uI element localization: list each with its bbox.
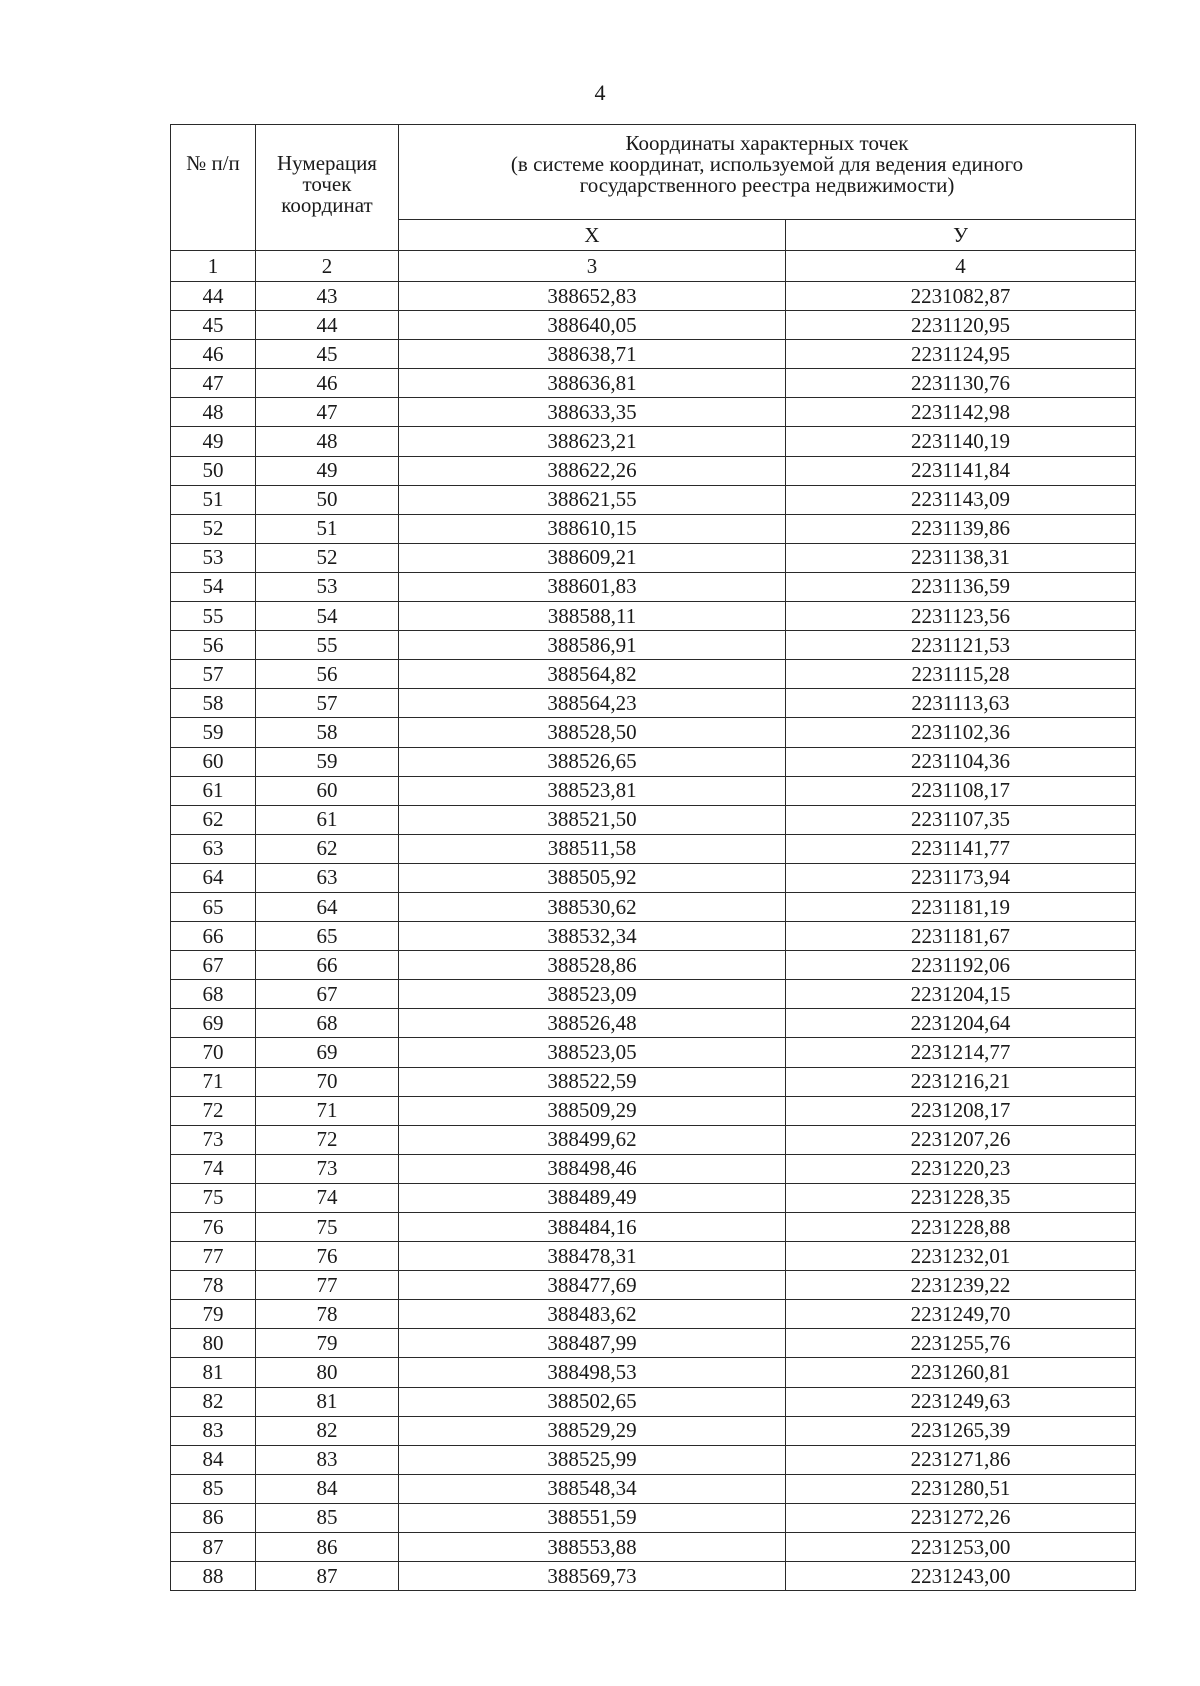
table-row xyxy=(171,689,1136,718)
cell-point-number: 53 xyxy=(256,572,399,601)
header-y: У xyxy=(786,220,1136,251)
table-row xyxy=(171,631,1136,660)
header-coordinates-line3: государственного реестра недвижимости) xyxy=(579,173,955,197)
cell-point-number: 81 xyxy=(256,1387,399,1416)
cell-x: 388553,88 xyxy=(399,1533,786,1562)
cell-x: 388523,81 xyxy=(399,776,786,805)
cell-row-number: 87 xyxy=(171,1533,256,1562)
cell-row-number: 80 xyxy=(171,1329,256,1358)
cell-y: 2231123,56 xyxy=(786,602,1136,631)
cell-row-number: 48 xyxy=(171,398,256,427)
table-row xyxy=(171,1213,1136,1242)
cell-row-number: 65 xyxy=(171,892,256,921)
table-row xyxy=(171,1416,1136,1445)
cell-row-number: 45 xyxy=(171,311,256,340)
cell-y: 2231181,19 xyxy=(786,892,1136,921)
cell-y: 2231204,64 xyxy=(786,1009,1136,1038)
table-row xyxy=(171,572,1136,601)
page-number: 4 xyxy=(594,80,606,105)
cell-row-number: 81 xyxy=(171,1358,256,1387)
cell-row-number: 69 xyxy=(171,1009,256,1038)
table-row xyxy=(171,1503,1136,1532)
header-x: Х xyxy=(399,220,786,251)
cell-point-number: 59 xyxy=(256,747,399,776)
cell-x: 388623,21 xyxy=(399,427,786,456)
header-row-number: № п/п xyxy=(171,125,256,251)
cell-row-number: 49 xyxy=(171,427,256,456)
table-row xyxy=(171,1096,1136,1125)
cell-x: 388489,49 xyxy=(399,1183,786,1212)
header-colnum-4: 4 xyxy=(786,251,1136,282)
cell-point-number: 45 xyxy=(256,340,399,369)
cell-point-number: 71 xyxy=(256,1096,399,1125)
cell-point-number: 77 xyxy=(256,1271,399,1300)
cell-row-number: 52 xyxy=(171,514,256,543)
cell-x: 388528,50 xyxy=(399,718,786,747)
cell-x: 388601,83 xyxy=(399,572,786,601)
cell-y: 2231272,26 xyxy=(786,1503,1136,1532)
cell-y: 2231243,00 xyxy=(786,1562,1136,1591)
table-row xyxy=(171,1329,1136,1358)
cell-point-number: 48 xyxy=(256,427,399,456)
cell-y: 2231239,22 xyxy=(786,1271,1136,1300)
cell-row-number: 47 xyxy=(171,369,256,398)
cell-y: 2231121,53 xyxy=(786,631,1136,660)
cell-row-number: 57 xyxy=(171,660,256,689)
cell-point-number: 63 xyxy=(256,863,399,892)
cell-x: 388638,71 xyxy=(399,340,786,369)
cell-x: 388633,35 xyxy=(399,398,786,427)
cell-x: 388498,46 xyxy=(399,1154,786,1183)
cell-x: 388478,31 xyxy=(399,1242,786,1271)
cell-x: 388548,34 xyxy=(399,1474,786,1503)
cell-y: 2231249,70 xyxy=(786,1300,1136,1329)
cell-point-number: 46 xyxy=(256,369,399,398)
table-row xyxy=(171,340,1136,369)
cell-point-number: 72 xyxy=(256,1125,399,1154)
cell-y: 2231130,76 xyxy=(786,369,1136,398)
cell-y: 2231228,88 xyxy=(786,1213,1136,1242)
cell-point-number: 43 xyxy=(256,282,399,311)
header-colnum-3: 3 xyxy=(399,251,786,282)
cell-y: 2231104,36 xyxy=(786,747,1136,776)
cell-x: 388530,62 xyxy=(399,892,786,921)
cell-point-number: 84 xyxy=(256,1474,399,1503)
cell-x: 388487,99 xyxy=(399,1329,786,1358)
cell-y: 2231249,63 xyxy=(786,1387,1136,1416)
cell-y: 2231216,21 xyxy=(786,1067,1136,1096)
cell-row-number: 44 xyxy=(171,282,256,311)
cell-y: 2231207,26 xyxy=(786,1125,1136,1154)
cell-x: 388564,82 xyxy=(399,660,786,689)
cell-y: 2231141,77 xyxy=(786,834,1136,863)
cell-row-number: 55 xyxy=(171,602,256,631)
cell-x: 388532,34 xyxy=(399,922,786,951)
cell-row-number: 60 xyxy=(171,747,256,776)
cell-y: 2231232,01 xyxy=(786,1242,1136,1271)
cell-row-number: 50 xyxy=(171,456,256,485)
cell-point-number: 47 xyxy=(256,398,399,427)
cell-point-number: 54 xyxy=(256,602,399,631)
cell-x: 388636,81 xyxy=(399,369,786,398)
cell-y: 2231102,36 xyxy=(786,718,1136,747)
cell-row-number: 51 xyxy=(171,485,256,514)
table-header xyxy=(171,125,1136,282)
cell-row-number: 78 xyxy=(171,1271,256,1300)
cell-row-number: 71 xyxy=(171,1067,256,1096)
table-row xyxy=(171,951,1136,980)
cell-row-number: 58 xyxy=(171,689,256,718)
cell-y: 2231082,87 xyxy=(786,282,1136,311)
cell-y: 2231136,59 xyxy=(786,572,1136,601)
cell-row-number: 85 xyxy=(171,1474,256,1503)
cell-row-number: 74 xyxy=(171,1154,256,1183)
cell-row-number: 72 xyxy=(171,1096,256,1125)
cell-point-number: 75 xyxy=(256,1213,399,1242)
cell-x: 388526,48 xyxy=(399,1009,786,1038)
cell-x: 388484,16 xyxy=(399,1213,786,1242)
cell-point-number: 49 xyxy=(256,456,399,485)
cell-row-number: 76 xyxy=(171,1213,256,1242)
table-row xyxy=(171,776,1136,805)
cell-y: 2231253,00 xyxy=(786,1533,1136,1562)
cell-point-number: 56 xyxy=(256,660,399,689)
cell-x: 388529,29 xyxy=(399,1416,786,1445)
cell-y: 2231113,63 xyxy=(786,689,1136,718)
cell-point-number: 55 xyxy=(256,631,399,660)
table-row xyxy=(171,892,1136,921)
cell-point-number: 51 xyxy=(256,514,399,543)
cell-x: 388586,91 xyxy=(399,631,786,660)
header-colnum-2: 2 xyxy=(256,251,399,282)
cell-y: 2231108,17 xyxy=(786,776,1136,805)
cell-x: 388483,62 xyxy=(399,1300,786,1329)
cell-y: 2231141,84 xyxy=(786,456,1136,485)
table-row xyxy=(171,1474,1136,1503)
cell-point-number: 86 xyxy=(256,1533,399,1562)
table-row xyxy=(171,747,1136,776)
cell-x: 388609,21 xyxy=(399,543,786,572)
table-row xyxy=(171,1183,1136,1212)
cell-row-number: 73 xyxy=(171,1125,256,1154)
table-row xyxy=(171,602,1136,631)
cell-row-number: 86 xyxy=(171,1503,256,1532)
cell-point-number: 62 xyxy=(256,834,399,863)
cell-row-number: 56 xyxy=(171,631,256,660)
cell-row-number: 88 xyxy=(171,1562,256,1591)
cell-x: 388521,50 xyxy=(399,805,786,834)
table-row xyxy=(171,980,1136,1009)
cell-y: 2231142,98 xyxy=(786,398,1136,427)
cell-y: 2231280,51 xyxy=(786,1474,1136,1503)
header-point-numbering: Нумерация точек координат xyxy=(256,125,399,251)
cell-y: 2231228,35 xyxy=(786,1183,1136,1212)
cell-point-number: 58 xyxy=(256,718,399,747)
table-row xyxy=(171,1242,1136,1271)
cell-y: 2231214,77 xyxy=(786,1038,1136,1067)
cell-point-number: 61 xyxy=(256,805,399,834)
cell-point-number: 68 xyxy=(256,1009,399,1038)
cell-point-number: 82 xyxy=(256,1416,399,1445)
cell-x: 388569,73 xyxy=(399,1562,786,1591)
cell-point-number: 78 xyxy=(256,1300,399,1329)
header-coordinates-line1: Координаты характерных точек xyxy=(625,131,909,155)
cell-y: 2231265,39 xyxy=(786,1416,1136,1445)
cell-row-number: 79 xyxy=(171,1300,256,1329)
cell-row-number: 61 xyxy=(171,776,256,805)
cell-y: 2231115,28 xyxy=(786,660,1136,689)
cell-row-number: 83 xyxy=(171,1416,256,1445)
cell-y: 2231120,95 xyxy=(786,311,1136,340)
cell-point-number: 74 xyxy=(256,1183,399,1212)
cell-x: 388525,99 xyxy=(399,1445,786,1474)
cell-x: 388499,62 xyxy=(399,1125,786,1154)
cell-y: 2231204,15 xyxy=(786,980,1136,1009)
cell-row-number: 64 xyxy=(171,863,256,892)
table-row xyxy=(171,1387,1136,1416)
cell-y: 2231260,81 xyxy=(786,1358,1136,1387)
cell-row-number: 54 xyxy=(171,572,256,601)
table-row xyxy=(171,1533,1136,1562)
header-coordinates-title xyxy=(399,125,1136,220)
table-row xyxy=(171,311,1136,340)
cell-row-number: 75 xyxy=(171,1183,256,1212)
cell-point-number: 50 xyxy=(256,485,399,514)
cell-row-number: 70 xyxy=(171,1038,256,1067)
cell-x: 388511,58 xyxy=(399,834,786,863)
cell-row-number: 67 xyxy=(171,951,256,980)
cell-y: 2231173,94 xyxy=(786,863,1136,892)
cell-y: 2231208,17 xyxy=(786,1096,1136,1125)
table-row xyxy=(171,369,1136,398)
cell-row-number: 63 xyxy=(171,834,256,863)
table-row xyxy=(171,805,1136,834)
cell-x: 388509,29 xyxy=(399,1096,786,1125)
cell-y: 2231220,23 xyxy=(786,1154,1136,1183)
table-row xyxy=(171,1358,1136,1387)
table-row xyxy=(171,1125,1136,1154)
coordinates-table xyxy=(170,124,1136,1591)
cell-point-number: 87 xyxy=(256,1562,399,1591)
table-row xyxy=(171,1562,1136,1591)
cell-point-number: 57 xyxy=(256,689,399,718)
table-row xyxy=(171,1300,1136,1329)
cell-point-number: 67 xyxy=(256,980,399,1009)
cell-x: 388551,59 xyxy=(399,1503,786,1532)
cell-row-number: 46 xyxy=(171,340,256,369)
cell-x: 388523,09 xyxy=(399,980,786,1009)
cell-x: 388564,23 xyxy=(399,689,786,718)
cell-row-number: 77 xyxy=(171,1242,256,1271)
cell-point-number: 85 xyxy=(256,1503,399,1532)
table-row xyxy=(171,282,1136,311)
cell-point-number: 73 xyxy=(256,1154,399,1183)
cell-y: 2231271,86 xyxy=(786,1445,1136,1474)
cell-y: 2231143,09 xyxy=(786,485,1136,514)
table-row xyxy=(171,1445,1136,1474)
cell-y: 2231138,31 xyxy=(786,543,1136,572)
cell-row-number: 59 xyxy=(171,718,256,747)
cell-y: 2231139,86 xyxy=(786,514,1136,543)
cell-row-number: 68 xyxy=(171,980,256,1009)
table-row xyxy=(171,1154,1136,1183)
cell-x: 388498,53 xyxy=(399,1358,786,1387)
table-row xyxy=(171,485,1136,514)
cell-x: 388588,11 xyxy=(399,602,786,631)
cell-point-number: 83 xyxy=(256,1445,399,1474)
cell-x: 388528,86 xyxy=(399,951,786,980)
cell-point-number: 76 xyxy=(256,1242,399,1271)
cell-x: 388505,92 xyxy=(399,863,786,892)
cell-point-number: 80 xyxy=(256,1358,399,1387)
cell-row-number: 62 xyxy=(171,805,256,834)
table-row xyxy=(171,660,1136,689)
cell-row-number: 53 xyxy=(171,543,256,572)
table-row xyxy=(171,1009,1136,1038)
table-row xyxy=(171,834,1136,863)
cell-y: 2231140,19 xyxy=(786,427,1136,456)
cell-point-number: 70 xyxy=(256,1067,399,1096)
table-row xyxy=(171,543,1136,572)
table-row xyxy=(171,1067,1136,1096)
cell-row-number: 66 xyxy=(171,922,256,951)
cell-x: 388640,05 xyxy=(399,311,786,340)
cell-point-number: 64 xyxy=(256,892,399,921)
cell-row-number: 84 xyxy=(171,1445,256,1474)
header-colnum-1: 1 xyxy=(171,251,256,282)
table-row xyxy=(171,718,1136,747)
cell-y: 2231107,35 xyxy=(786,805,1136,834)
cell-x: 388526,65 xyxy=(399,747,786,776)
cell-point-number: 60 xyxy=(256,776,399,805)
cell-x: 388523,05 xyxy=(399,1038,786,1067)
cell-x: 388610,15 xyxy=(399,514,786,543)
cell-point-number: 65 xyxy=(256,922,399,951)
cell-x: 388621,55 xyxy=(399,485,786,514)
cell-row-number: 82 xyxy=(171,1387,256,1416)
cell-point-number: 52 xyxy=(256,543,399,572)
cell-x: 388652,83 xyxy=(399,282,786,311)
table-row xyxy=(171,922,1136,951)
table-row xyxy=(171,456,1136,485)
table-row xyxy=(171,863,1136,892)
cell-y: 2231181,67 xyxy=(786,922,1136,951)
cell-x: 388622,26 xyxy=(399,456,786,485)
cell-x: 388502,65 xyxy=(399,1387,786,1416)
cell-y: 2231124,95 xyxy=(786,340,1136,369)
cell-point-number: 69 xyxy=(256,1038,399,1067)
cell-x: 388477,69 xyxy=(399,1271,786,1300)
table-row xyxy=(171,1271,1136,1300)
table-row xyxy=(171,427,1136,456)
cell-point-number: 79 xyxy=(256,1329,399,1358)
cell-y: 2231192,06 xyxy=(786,951,1136,980)
table-body xyxy=(171,282,1136,1591)
cell-y: 2231255,76 xyxy=(786,1329,1136,1358)
table-row xyxy=(171,398,1136,427)
cell-point-number: 66 xyxy=(256,951,399,980)
cell-point-number: 44 xyxy=(256,311,399,340)
table-row xyxy=(171,514,1136,543)
table-row xyxy=(171,1038,1136,1067)
header-coordinates-line2: (в системе координат, используемой для ведения единого xyxy=(510,152,1024,176)
cell-x: 388522,59 xyxy=(399,1067,786,1096)
